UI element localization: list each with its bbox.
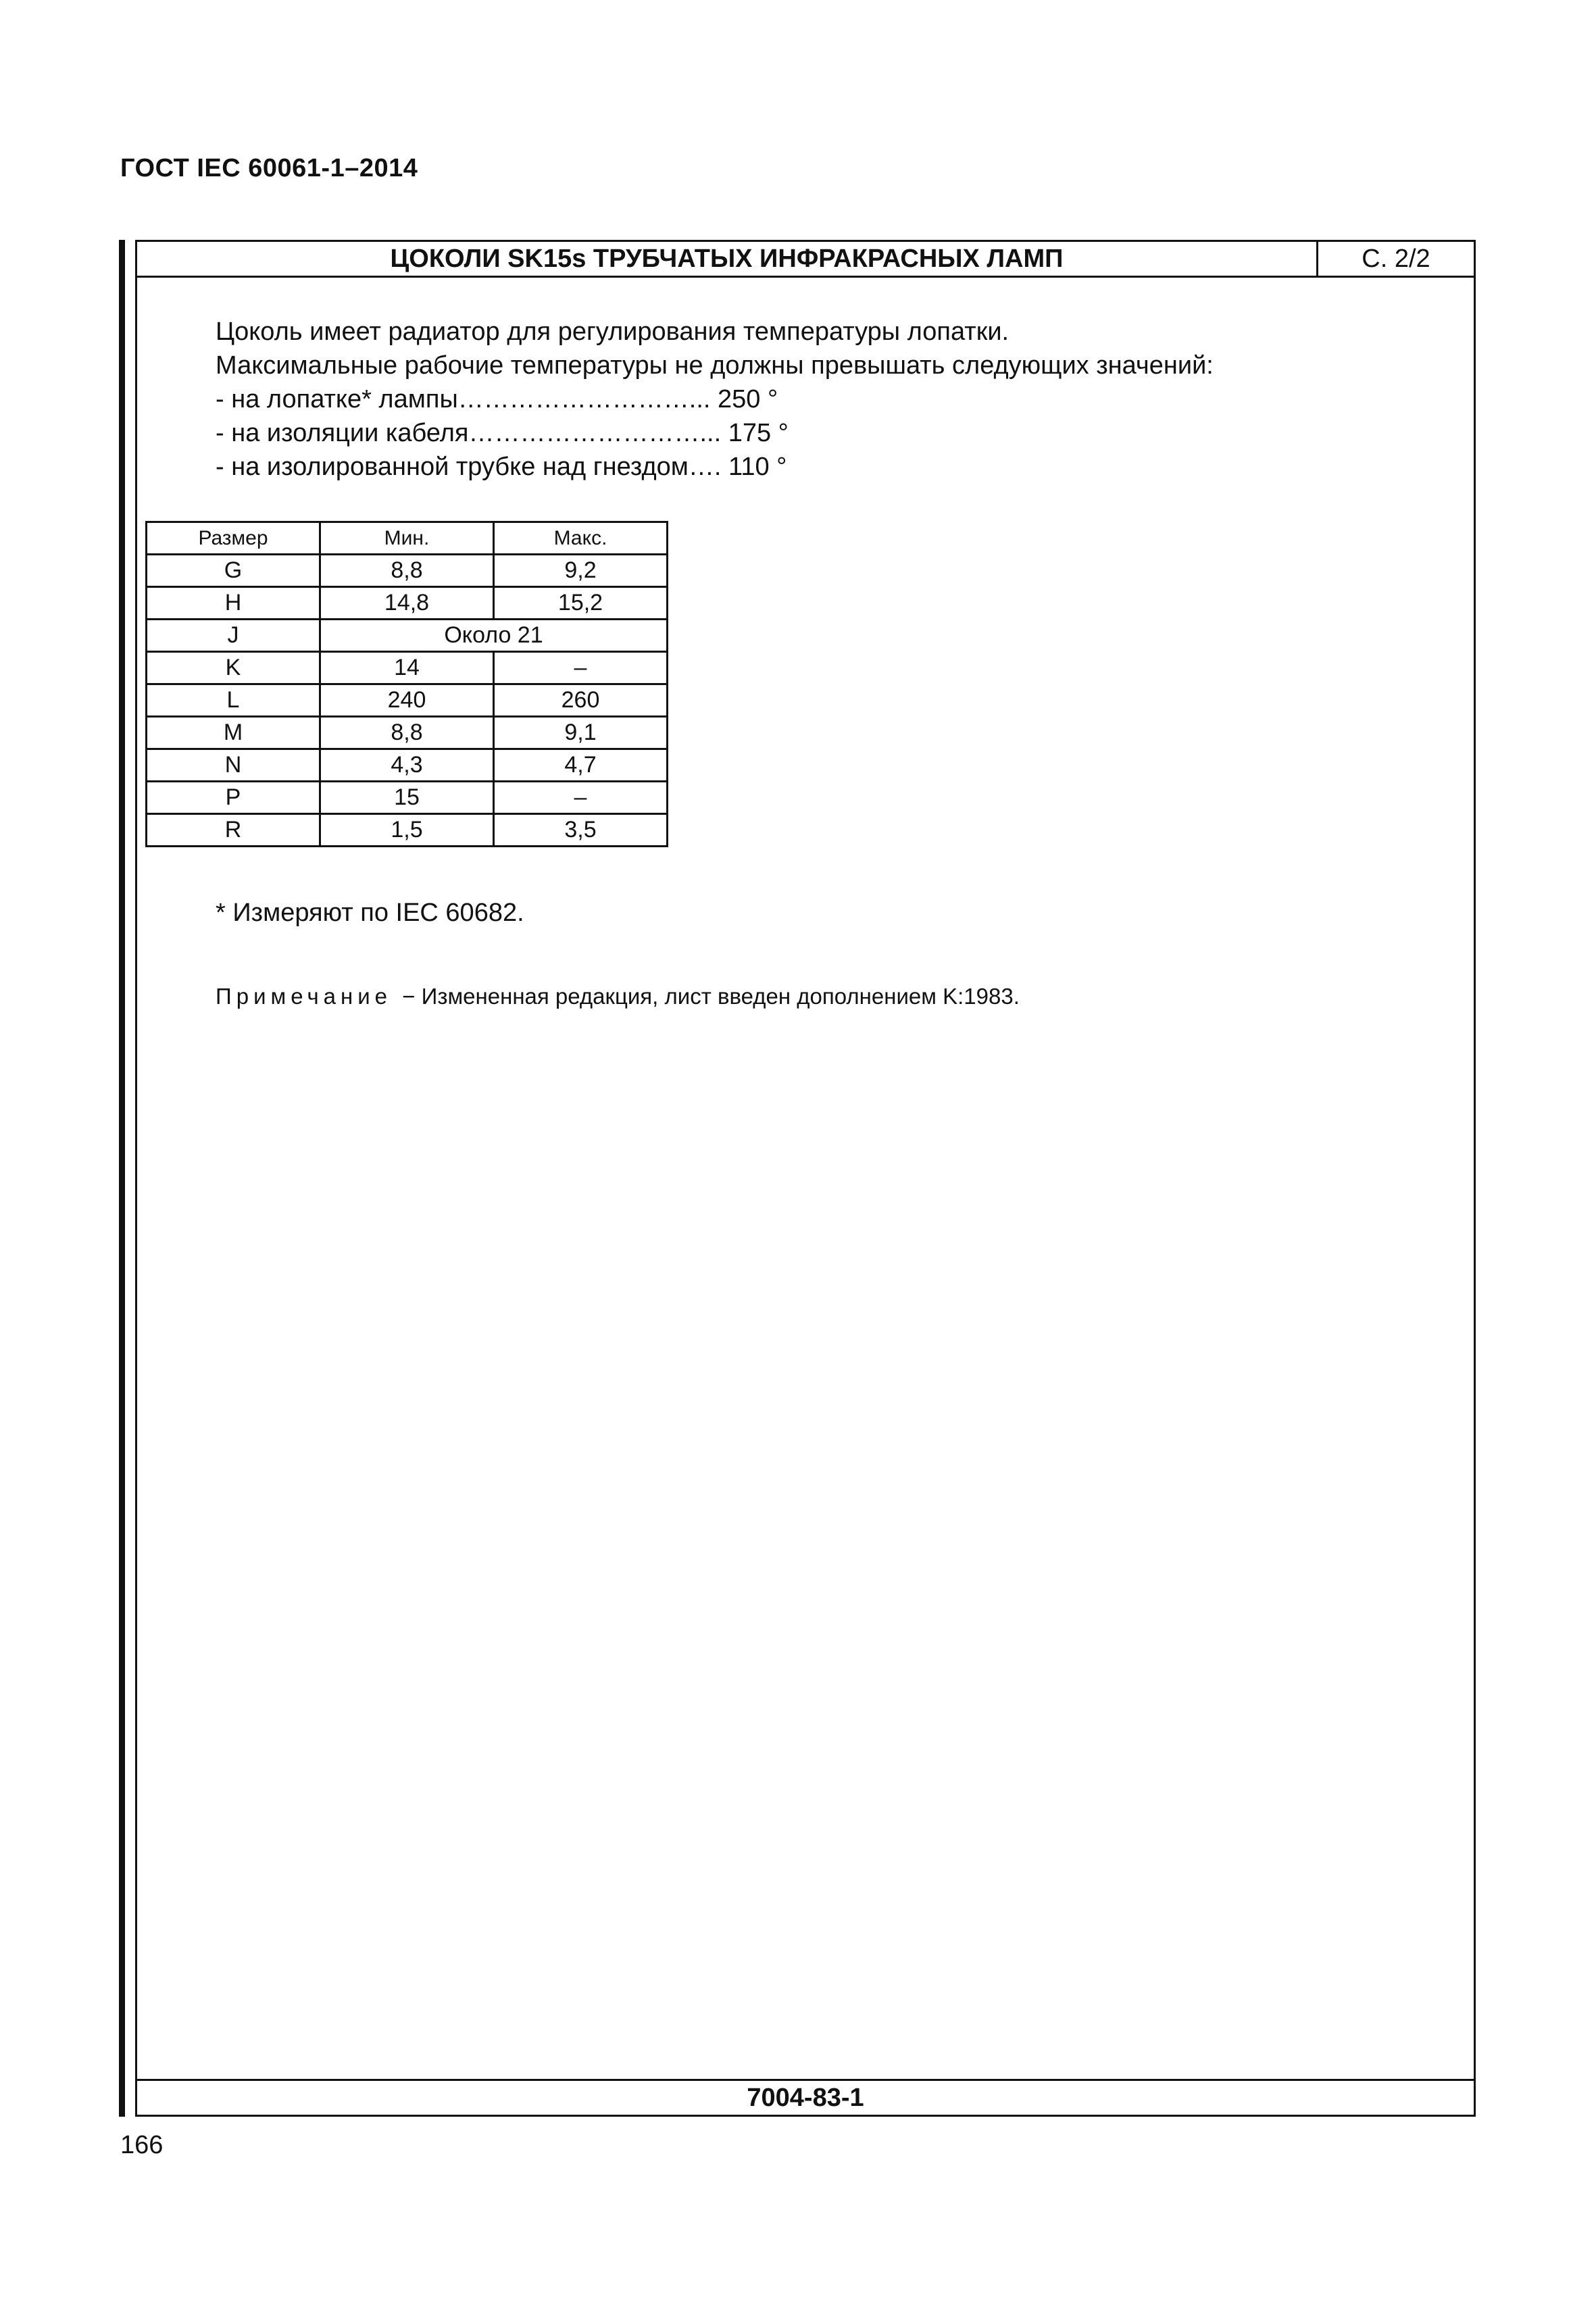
column-header-min: Мин.: [320, 522, 494, 555]
dimension-cell: M: [147, 717, 320, 749]
table-row: [147, 684, 668, 717]
note-label: Примечание: [216, 984, 393, 1009]
table-row: [147, 555, 668, 587]
temperature-line-blade: - на лопатке* лампы………………………... 250 °: [216, 385, 778, 413]
intro-line: Максимальные рабочие температуры не должны превышать следующих значений:: [216, 351, 1214, 380]
max-cell: 9,2: [494, 555, 668, 587]
max-cell: –: [494, 782, 668, 814]
table-row: [147, 717, 668, 749]
footnote: * Измеряют по IEC 60682.: [216, 899, 524, 927]
min-cell: 4,3: [320, 749, 494, 782]
note: [216, 984, 1020, 1009]
temperature-line-tube: - на изолированной трубке над гнездом…. 110 °: [216, 453, 787, 481]
dimension-cell: L: [147, 684, 320, 717]
sheet-header: [137, 242, 1474, 278]
table-row: [147, 749, 668, 782]
max-cell: 260: [494, 684, 668, 717]
dimension-cell: J: [147, 620, 320, 652]
intro-line: Цоколь имеет радиатор для регулирования температуры лопатки.: [216, 318, 1009, 346]
temperature-line-cable: - на изоляции кабеля………………………... 175 °: [216, 419, 789, 447]
min-cell: 14: [320, 652, 494, 684]
max-cell: 4,7: [494, 749, 668, 782]
note-text: − Измененная редакция, лист введен дополнением K:1983.: [402, 984, 1020, 1009]
max-cell: 15,2: [494, 587, 668, 620]
min-cell: 8,8: [320, 555, 494, 587]
page-number: 166: [120, 2131, 164, 2159]
document-code: ГОСТ IEC 60061-1–2014: [120, 154, 418, 182]
dimensions-table: [145, 521, 668, 847]
standard-sheet: [135, 240, 1476, 2117]
min-cell: 14,8: [320, 587, 494, 620]
dimension-cell: H: [147, 587, 320, 620]
table-row: [147, 782, 668, 814]
change-bar: [119, 240, 125, 2117]
column-header-dimension: Размер: [147, 522, 320, 555]
table-header-row: [147, 522, 668, 555]
table-row: [147, 814, 668, 847]
dimension-cell: G: [147, 555, 320, 587]
max-cell: –: [494, 652, 668, 684]
dimension-cell: R: [147, 814, 320, 847]
sheet-page-indicator: С. 2/2: [1362, 245, 1430, 273]
sheet-title: ЦОКОЛИ SK15s ТРУБЧАТЫХ ИНФРАКРАСНЫХ ЛАМП: [137, 242, 1318, 276]
dimension-cell: P: [147, 782, 320, 814]
column-header-max: Макс.: [494, 522, 668, 555]
min-cell: 8,8: [320, 717, 494, 749]
dimension-cell: N: [147, 749, 320, 782]
approx-value-cell: Около 21: [320, 620, 668, 652]
table-row: [147, 587, 668, 620]
max-cell: 9,1: [494, 717, 668, 749]
min-cell: 240: [320, 684, 494, 717]
sheet-footer-code: 7004-83-1: [137, 2079, 1474, 2115]
dimension-cell: K: [147, 652, 320, 684]
max-cell: 3,5: [494, 814, 668, 847]
min-cell: 1,5: [320, 814, 494, 847]
min-cell: 15: [320, 782, 494, 814]
table-row: [147, 652, 668, 684]
intro-text: [216, 315, 1214, 484]
table-row: [147, 620, 668, 652]
